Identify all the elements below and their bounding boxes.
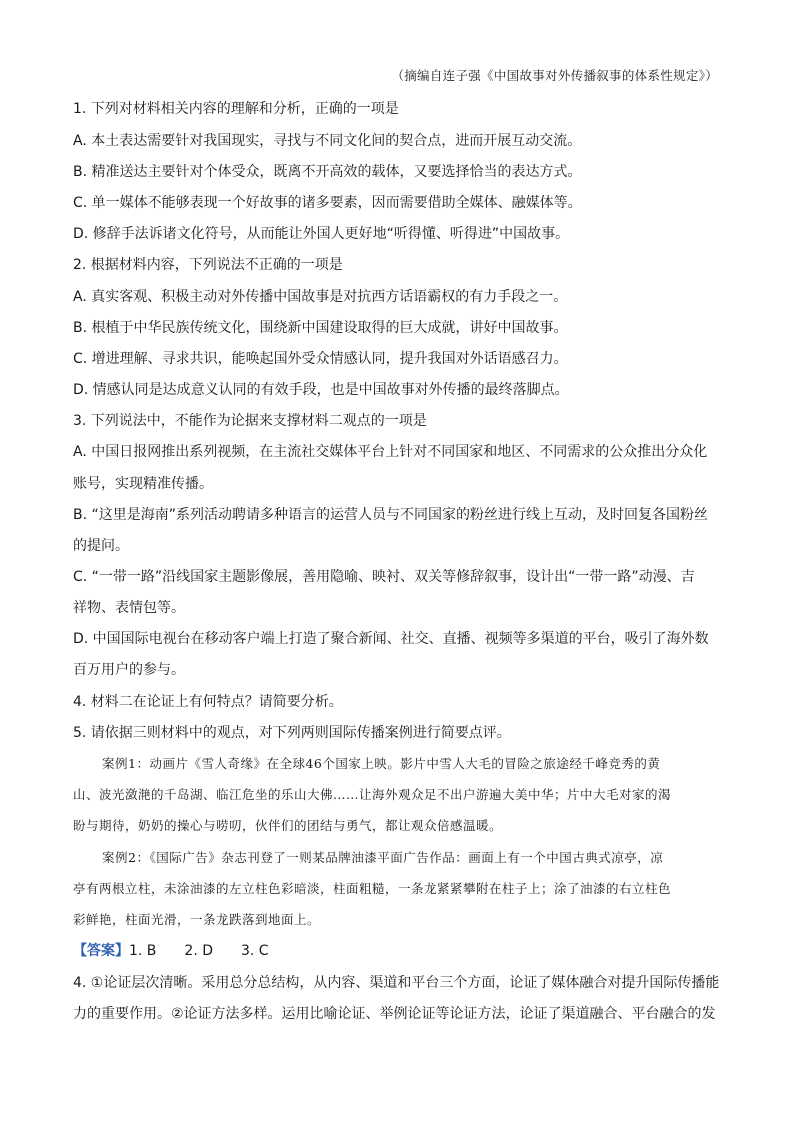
question-2-option-c: C. 增进理解、寻求共识，能唤起国外受众情感认同，提升我国对外话语感召力。 — [73, 351, 568, 367]
answer-choices: 1. B 2. D 3. C — [129, 943, 269, 959]
answer-4-line-1: 4. ①论证层次清晰。采用总分总结构，从内容、渠道和平台三个方面，论证了媒体融合对提升国际传播能 — [73, 975, 720, 991]
case-2-line-1: 案例2：《国际广告》杂志刊登了一则某品牌油漆平面广告作品：画面上有一个中国古典式凉亭，凉 — [102, 850, 664, 865]
case-1-line-3: 盼与期待，奶奶的操心与唠叨，伙伴们的团结与勇气，都让观众倍感温暖。 — [73, 818, 503, 833]
case-2-line-2: 亭有两根立柱，未涂油漆的左立柱色彩暗淡，柱面粗糙，一条龙紧紧攀附在柱子上；涂了油漆的右立柱色 — [73, 881, 672, 896]
question-2-option-d: D. 情感认同是达成意义认同的有效手段，也是中国故事对外传播的最终落脚点。 — [73, 382, 569, 398]
question-3-option-c-line-2: 祥物、表情包等。 — [73, 600, 185, 616]
question-3-option-a-line-2: 账号，实现精准传播。 — [73, 476, 213, 492]
question-3-stem: 3. 下列说法中，不能作为论据来支撑材料二观点的一项是 — [73, 413, 427, 429]
question-2-option-b: B. 根植于中华民族传统文化，围绕新中国建设取得的巨大成就，讲好中国故事。 — [73, 320, 568, 336]
question-5-stem: 5. 请依据三则材料中的观点，对下列两则国际传播案例进行简要点评。 — [73, 725, 511, 741]
question-1-option-a: A. 本土表达需要针对我国现实，寻找与不同文化间的契合点，进而开展互动交流。 — [73, 133, 582, 149]
question-3-option-a-line-1: A. 中国日报网推出系列视频，在主流社交媒体平台上针对不同国家和地区、不同需求的公众推出分众化 — [73, 444, 708, 460]
question-4-stem: 4. 材料二在论证上有何特点？请简要分析。 — [73, 694, 343, 710]
question-2-stem: 2. 根据材料内容，下列说法不正确的一项是 — [73, 257, 343, 273]
case-1-line-2: 山、波光潋滟的千岛湖、临江危坐的乐山大佛……让海外观众足不出户游遍大美中华；片中大毛对家的渴 — [73, 787, 672, 802]
question-3-option-d-line-1: D. 中国国际电视台在移动客户端上打造了聚合新闻、社交、直播、视频等多渠道的平台，吸引了海外数 — [73, 631, 709, 647]
question-3-option-d-line-2: 百万用户的参与。 — [73, 662, 185, 678]
case-1-line-1: 案例1：动画片《雪人奇缘》在全球46个国家上映。影片中雪人大毛的冒险之旅途经千峰竞秀的黄 — [102, 756, 661, 771]
answer-tag: 【答案】 — [73, 943, 129, 959]
case-2-line-3: 彩鲜艳，柱面光滑，一条龙跌落到地面上。 — [73, 912, 321, 927]
question-1-option-c: C. 单一媒体不能够表现一个好故事的诸多要素，因而需要借助全媒体、融媒体等。 — [73, 195, 582, 211]
question-3-option-c-line-1: C. “一带一路”沿线国家主题影像展，善用隐喻、映衬、双关等修辞叙事，设计出“一带一路”动漫、吉 — [73, 569, 695, 585]
question-1-option-b: B. 精准送达主要针对个体受众，既离不开高效的载体，又要选择恰当的表达方式。 — [73, 164, 582, 180]
question-1-option-d: D. 修辞手法诉诸文化符号，从而能让外国人更好地“听得懂、听得进”中国故事。 — [73, 226, 570, 242]
answer-4-line-2: 力的重要作用。②论证方法多样。运用比喻论证、举例论证等论证方法，论证了渠道融合、平台融合的发 — [73, 1006, 716, 1022]
question-3-option-b-line-1: B. “这里是海南”系列活动聘请多种语言的运营人员与不同国家的粉丝进行线上互动，及时回复各国粉丝 — [73, 507, 709, 523]
question-1-stem: 1. 下列对材料相关内容的理解和分析，正确的一项是 — [73, 101, 399, 117]
answer-summary — [73, 941, 269, 961]
question-2-option-a: A. 真实客观、积极主动对外传播中国故事是对抗西方话语霸权的有力手段之一。 — [73, 289, 568, 305]
source-note: （摘编自连子强《中国故事对外传播叙事的体系性规定》） — [391, 68, 718, 83]
question-3-option-b-line-2: 的提问。 — [73, 538, 129, 554]
